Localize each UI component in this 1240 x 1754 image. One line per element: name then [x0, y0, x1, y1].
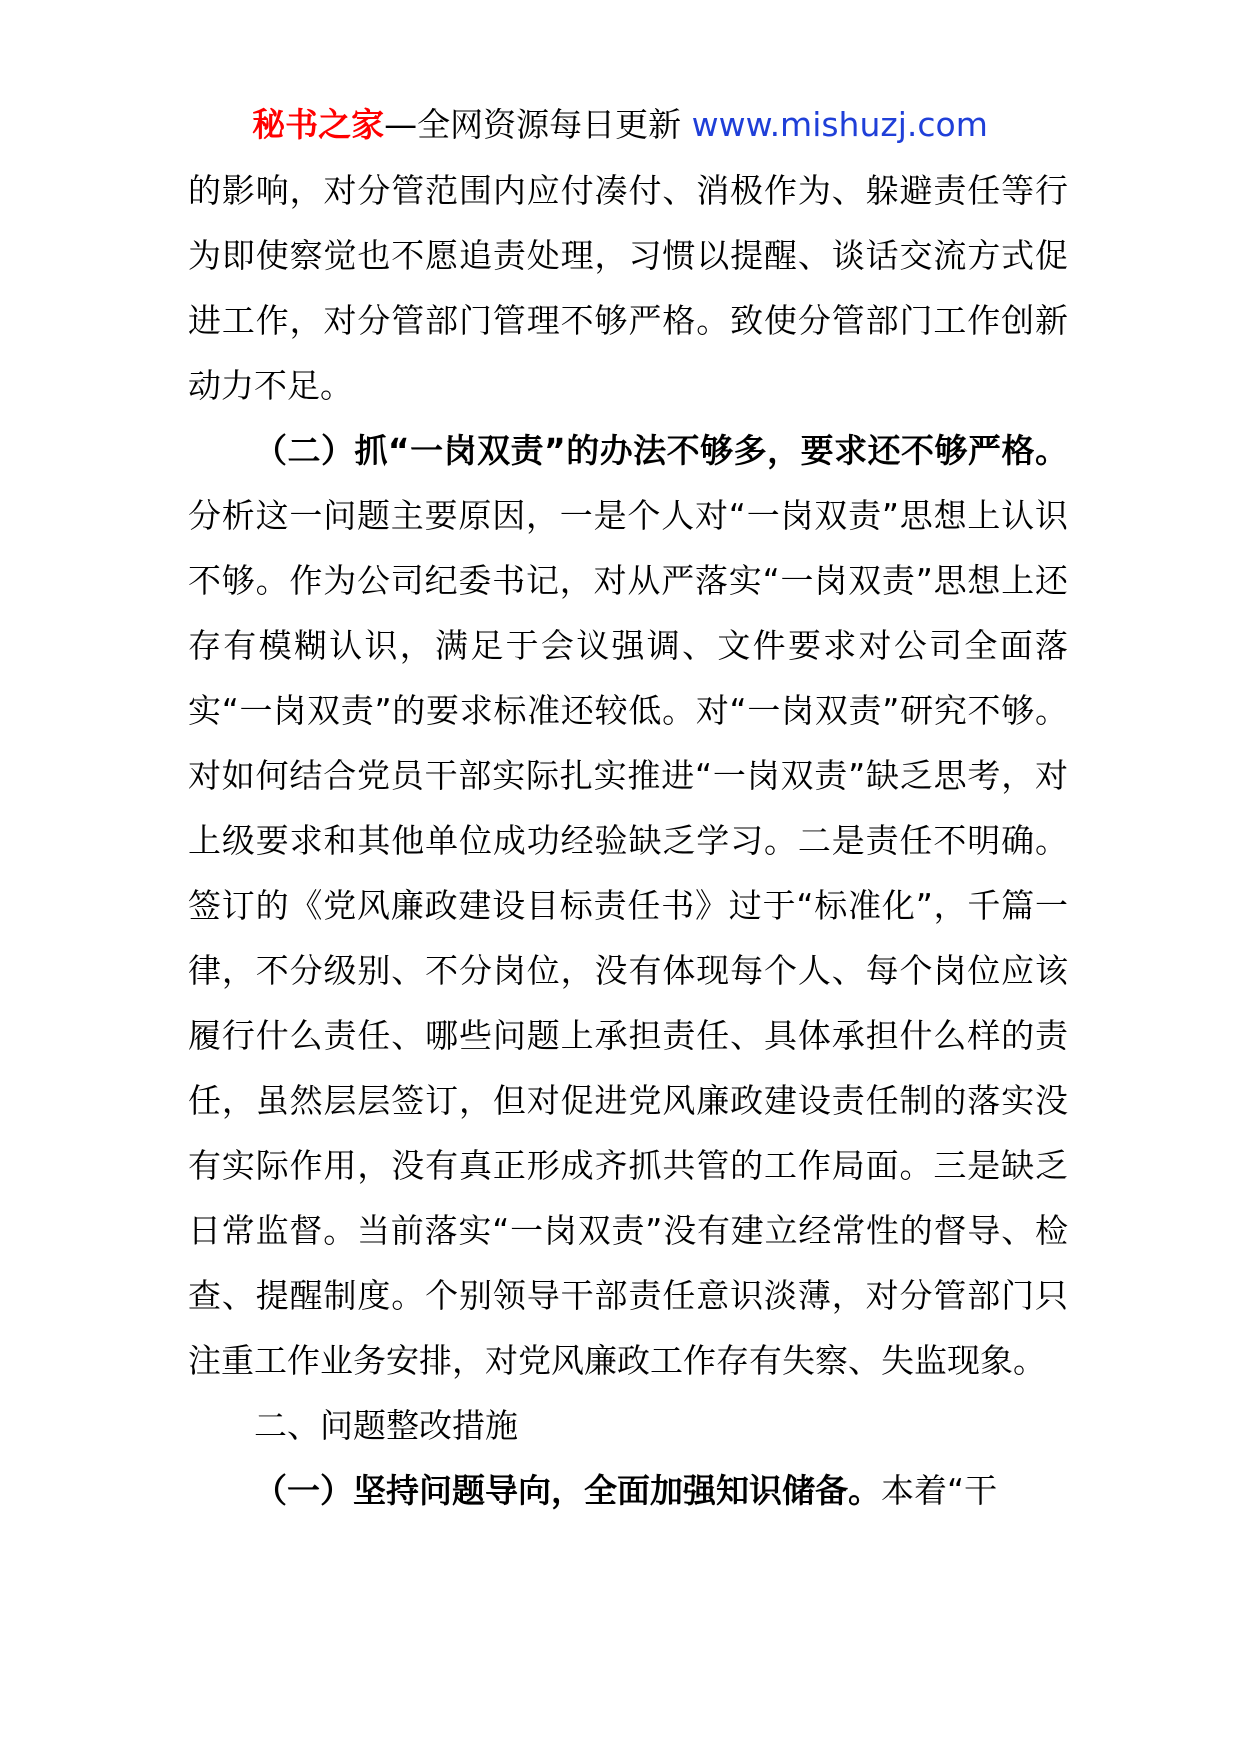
paragraph-section-2 — [188, 418, 1068, 1393]
paragraph-text-2: 分析这一问题主要原因，一是个人对“一岗双责”思想上认识不够。作为公司纪委书记，对从严落实“一岗双责”思想上还存有模糊认识，满足于会议强调、文件要求对公司全面落实“一岗双责”的要求标准还较低。对“一岗双责”研究不够。对如何结合党员干部实际扎实推进“一岗双责”缺乏思考，对上级要求和其他单位成功经验缺乏学习。二是责任不明确。签订的《党风廉政建设目标责任书》过于“标准化”，千篇一律，不分级别、不分岗位，没有体现每个人、每个岗位应该履行什么责任、哪些问题上承担责任、具体承担什么样的责任，虽然层层签订，但对促进党风廉政建设责任制的落实没有实际作用，没有真正形成齐抓共管的工作局面。三是缺乏日常监督。当前落实“一岗双责”没有建立经常性的督导、检查、提醒制度。个别领导干部责任意识淡薄，对分管部门只注重工作业务安排，对党风廉政工作存有失察、失监现象。 — [188, 496, 1068, 1380]
section-heading-rectification: 二、问题整改措施 — [254, 1406, 518, 1445]
paragraph-section-3 — [188, 1458, 1068, 1523]
document-body — [188, 158, 1068, 1523]
brand-name: 秘书之家 — [252, 105, 385, 144]
paragraph-text-3: 本着“干 — [881, 1471, 998, 1510]
page-header — [0, 100, 1240, 150]
subsection-heading-2: （二）抓“一岗双责”的办法不够多，要求还不够严格。 — [254, 431, 1068, 470]
header-tagline: —全网资源每日更新 — [384, 105, 692, 144]
paragraph-continuation: 的影响，对分管范围内应付凑付、消极作为、躲避责任等行为即使察觉也不愿追责处理，习惯以提醒、谈话交流方式促进工作，对分管部门管理不够严格。致使分管部门工作创新动力不足。 — [188, 171, 1068, 405]
header-url[interactable]: www.mishuzj.com — [691, 105, 988, 144]
subsection-heading-1: （一）坚持问题导向，全面加强知识储备。 — [254, 1471, 881, 1510]
